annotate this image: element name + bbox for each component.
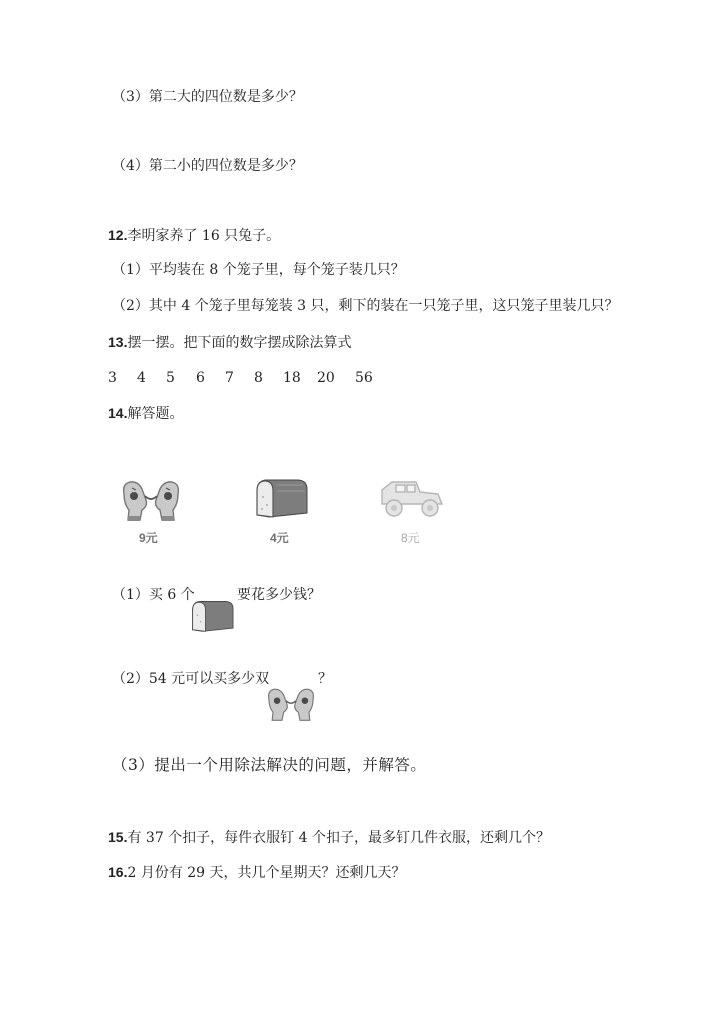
q14-sub1-part1: （1）买 6 个 bbox=[112, 587, 195, 603]
question-number: 12. bbox=[108, 227, 128, 243]
q14-sub2-part2: ？ bbox=[318, 671, 332, 687]
digit: 3 bbox=[108, 370, 117, 386]
question-text: 李明家养了 16 只兔子。 bbox=[127, 228, 281, 244]
digit: 6 bbox=[196, 370, 205, 386]
mittens-icon bbox=[118, 476, 184, 524]
question-15 bbox=[108, 828, 550, 847]
digit: 20 bbox=[317, 370, 335, 386]
digit: 5 bbox=[166, 370, 175, 386]
question-number: 13. bbox=[108, 334, 128, 350]
question-number: 14. bbox=[108, 405, 128, 421]
digit: 8 bbox=[254, 370, 263, 386]
question-text: 摆一摆。把下面的数字摆成除法算式 bbox=[127, 335, 352, 351]
mittens-icon bbox=[264, 684, 318, 724]
price-label: 4元 bbox=[270, 531, 289, 545]
question-13 bbox=[108, 333, 351, 352]
bread-icon bbox=[253, 477, 309, 519]
q14-sub1-part2: 要花多少钱？ bbox=[237, 587, 321, 603]
digit: 56 bbox=[355, 370, 373, 386]
price-label: 9元 bbox=[139, 531, 158, 545]
price-label: 8元 bbox=[401, 531, 420, 545]
question-number: 15. bbox=[108, 829, 128, 845]
bread-icon bbox=[189, 599, 235, 633]
q12-sub1: （1）平均装在 8 个笼子里，每个笼子装几只？ bbox=[112, 262, 405, 278]
toy-car-icon bbox=[376, 474, 448, 520]
digit: 7 bbox=[225, 370, 234, 386]
q11-sub4: （4）第二小的四位数是多少？ bbox=[112, 158, 303, 174]
question-text: 解答题。 bbox=[127, 406, 184, 422]
question-text: 2 月份有 29 天，共几个星期天？还剩几天？ bbox=[127, 865, 406, 881]
question-text: 有 37 个扣子，每件衣服钉 4 个扣子，最多钉几件衣服，还剩几个？ bbox=[127, 830, 550, 846]
digit: 18 bbox=[283, 370, 301, 386]
digit-list bbox=[108, 369, 373, 387]
q14-sub2-part1: （2）54 元可以买多少双 bbox=[112, 671, 270, 687]
question-14 bbox=[108, 404, 183, 423]
q11-sub3: （3）第二大的四位数是多少？ bbox=[112, 89, 303, 105]
question-number: 16. bbox=[108, 864, 128, 880]
q12-sub2: （2）其中 4 个笼子里每笼装 3 只，剩下的装在一只笼子里，这只笼子里装几只？ bbox=[112, 298, 619, 314]
digit: 4 bbox=[137, 370, 146, 386]
question-16 bbox=[108, 863, 406, 882]
q14-sub3: （3）提出一个用除法解决的问题，并解答。 bbox=[112, 756, 427, 774]
question-12 bbox=[108, 226, 280, 245]
